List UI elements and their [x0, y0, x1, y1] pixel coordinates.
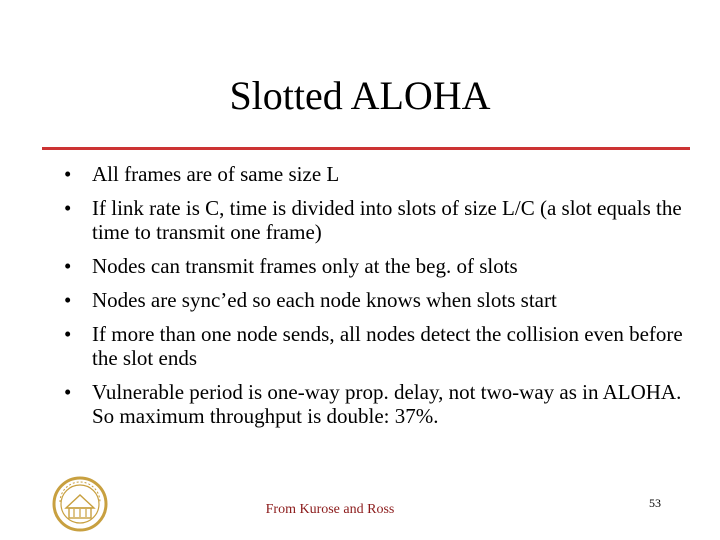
- slide-title: Slotted ALOHA: [229, 73, 491, 118]
- bullet-item: [64, 196, 684, 244]
- bullet-text: Nodes are sync’ed so each node knows when slots start: [92, 288, 557, 312]
- bullet-dot-icon: •: [64, 254, 72, 278]
- bullet-text: Nodes can transmit frames only at the beg. of slots: [92, 254, 518, 278]
- bullet-dot-icon: •: [64, 380, 72, 404]
- bullet-item: [64, 288, 684, 312]
- bullet-dot-icon: •: [64, 322, 72, 346]
- bullet-list: [64, 162, 684, 438]
- title-divider: [42, 147, 690, 150]
- bullet-dot-icon: •: [64, 196, 72, 220]
- university-seal-icon: [52, 476, 108, 532]
- footer-credit: From Kurose and Ross: [265, 502, 395, 517]
- bullet-item: [64, 162, 684, 186]
- bullet-dot-icon: •: [64, 288, 72, 312]
- bullet-text: All frames are of same size L: [92, 162, 340, 186]
- bullet-text: If link rate is C, time is divided into slots of size L/C (a slot equals the time to transmit one frame): [92, 196, 682, 244]
- page-number: 53: [649, 496, 661, 510]
- bullet-dot-icon: •: [64, 162, 72, 186]
- bullet-item: [64, 322, 684, 370]
- bullet-text: If more than one node sends, all nodes detect the collision even before the slot ends: [92, 322, 683, 370]
- bullet-text: Vulnerable period is one-way prop. delay, not two-way as in ALOHA. So maximum throughput is double: 37%.: [92, 380, 682, 428]
- bullet-item: [64, 254, 684, 278]
- bullet-item: [64, 380, 684, 428]
